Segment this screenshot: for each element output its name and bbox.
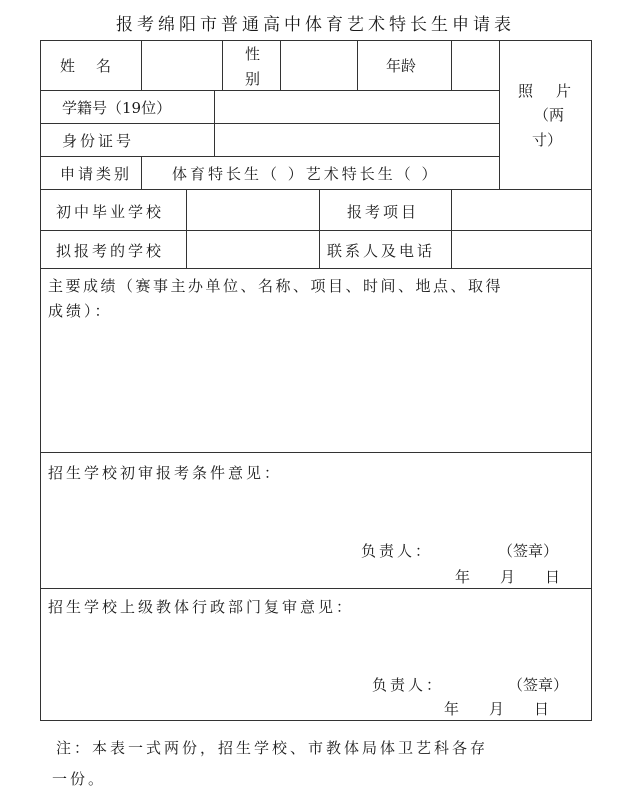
gender-field[interactable]: [282, 42, 356, 88]
signature-label-2: （签章）: [508, 676, 569, 694]
responsible-label: 负责人：: [361, 542, 434, 560]
age-field[interactable]: [453, 42, 498, 88]
contact-field[interactable]: [453, 232, 590, 267]
responsible-label-2: 负责人：: [372, 676, 445, 694]
date-label: 年 月 日: [455, 568, 561, 586]
id-card-label: 身份证号: [62, 132, 135, 150]
signature-label: （签章）: [498, 542, 559, 560]
contact-label: 联系人及电话: [327, 242, 436, 260]
final-review-field[interactable]: [42, 620, 590, 670]
final-review-label: 招生学校上级教体行政部门复审意见：: [48, 598, 355, 616]
age-label: 年龄: [386, 57, 417, 75]
category-label: 申请类别: [60, 165, 133, 183]
photo-label: 照 片: [518, 82, 576, 100]
initial-review-field[interactable]: [42, 486, 590, 536]
middle-school-label: 初中毕业学校: [56, 203, 165, 221]
exam-item-field[interactable]: [453, 191, 590, 229]
achievements-label: 主要成绩（赛事主办单位、名称、项目、时间、地点、取得: [48, 277, 504, 295]
target-school-label: 拟报考的学校: [56, 242, 165, 260]
category-options[interactable]: 体育特长生（ ）艺术特长生（ ）: [172, 165, 440, 183]
initial-review-label: 招生学校初审报考条件意见：: [48, 464, 283, 482]
form-title: 报考绵阳市普通高中体育艺术特长生申请表: [116, 15, 515, 35]
target-school-field[interactable]: [188, 232, 318, 267]
middle-school-field[interactable]: [188, 191, 318, 229]
photo-label-2: （两: [534, 106, 565, 124]
exam-item-label: 报考项目: [347, 203, 420, 221]
student-id-label: 学籍号（19位）: [62, 99, 172, 117]
id-card-field[interactable]: [216, 125, 498, 155]
name-field[interactable]: [143, 42, 220, 88]
note-line-2: 一份。: [52, 770, 107, 788]
photo-label-3: 寸）: [532, 131, 563, 149]
note-line-1: 注：本表一式两份，招生学校、市教体局体卫艺科各存: [56, 739, 489, 757]
student-id-field[interactable]: [216, 92, 498, 122]
date-label-2: 年 月 日: [444, 700, 550, 718]
achievements-label-2: 成绩）：: [48, 302, 113, 320]
achievements-field[interactable]: [42, 322, 590, 450]
name-label: 姓 名: [60, 57, 115, 75]
gender-label: 性: [245, 45, 261, 63]
gender-label-2: 别: [245, 70, 261, 88]
